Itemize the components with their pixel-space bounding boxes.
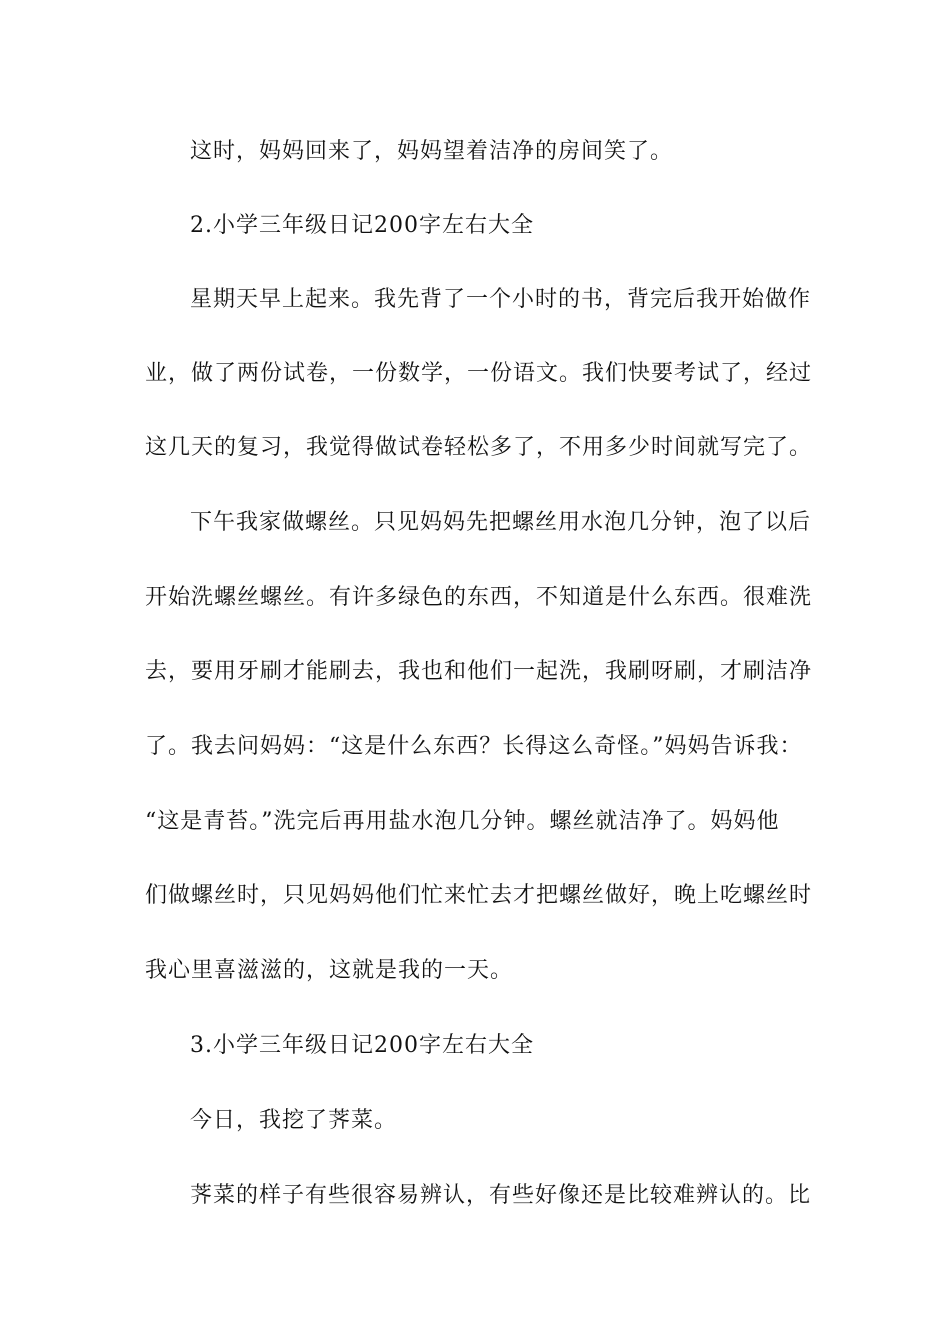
paragraph-line: 下午我家做螺丝。只见妈妈先把螺丝用水泡几分钟，泡了以后 xyxy=(190,510,812,535)
paragraph-line: 了。我去问妈妈：“这是什么东西？长得这么奇怪。”妈妈告诉我： xyxy=(145,734,803,759)
paragraph-line: 这几天的复习，我觉得做试卷轻松多了，不用多少时间就写完了。 xyxy=(145,435,813,460)
section-heading: 2.小学三年级日记200字左右大全 xyxy=(190,213,534,238)
paragraph-line: 业，做了两份试卷，一份数学，一份语文。我们快要考试了，经过 xyxy=(145,361,813,386)
paragraph-line: 荠菜的样子有些很容易辨认，有些好像还是比较难辨认的。比 xyxy=(190,1183,812,1208)
paragraph-line: 开始洗螺丝螺丝。有许多绿色的东西，不知道是什么东西。很难洗 xyxy=(145,585,813,610)
paragraph-line: 这时，妈妈回来了，妈妈望着洁净的房间笑了。 xyxy=(190,139,674,164)
paragraph-line: 去，要用牙刷才能刷去，我也和他们一起洗，我刷呀刷，才刷洁净 xyxy=(145,659,813,684)
section-heading: 3.小学三年级日记200字左右大全 xyxy=(190,1033,534,1058)
paragraph-line: 星期天早上起来。我先背了一个小时的书，背完后我开始做作 xyxy=(190,287,812,312)
paragraph-line: 今日，我挖了荠菜。 xyxy=(190,1108,398,1133)
paragraph-line: 们做螺丝时，只见妈妈他们忙来忙去才把螺丝做好，晚上吃螺丝时 xyxy=(145,883,813,908)
paragraph-line: “这是青苔。”洗完后再用盐水泡几分钟。螺丝就洁净了。妈妈他 xyxy=(145,809,780,834)
paragraph-line: 我心里喜滋滋的，这就是我的一天。 xyxy=(145,958,514,983)
